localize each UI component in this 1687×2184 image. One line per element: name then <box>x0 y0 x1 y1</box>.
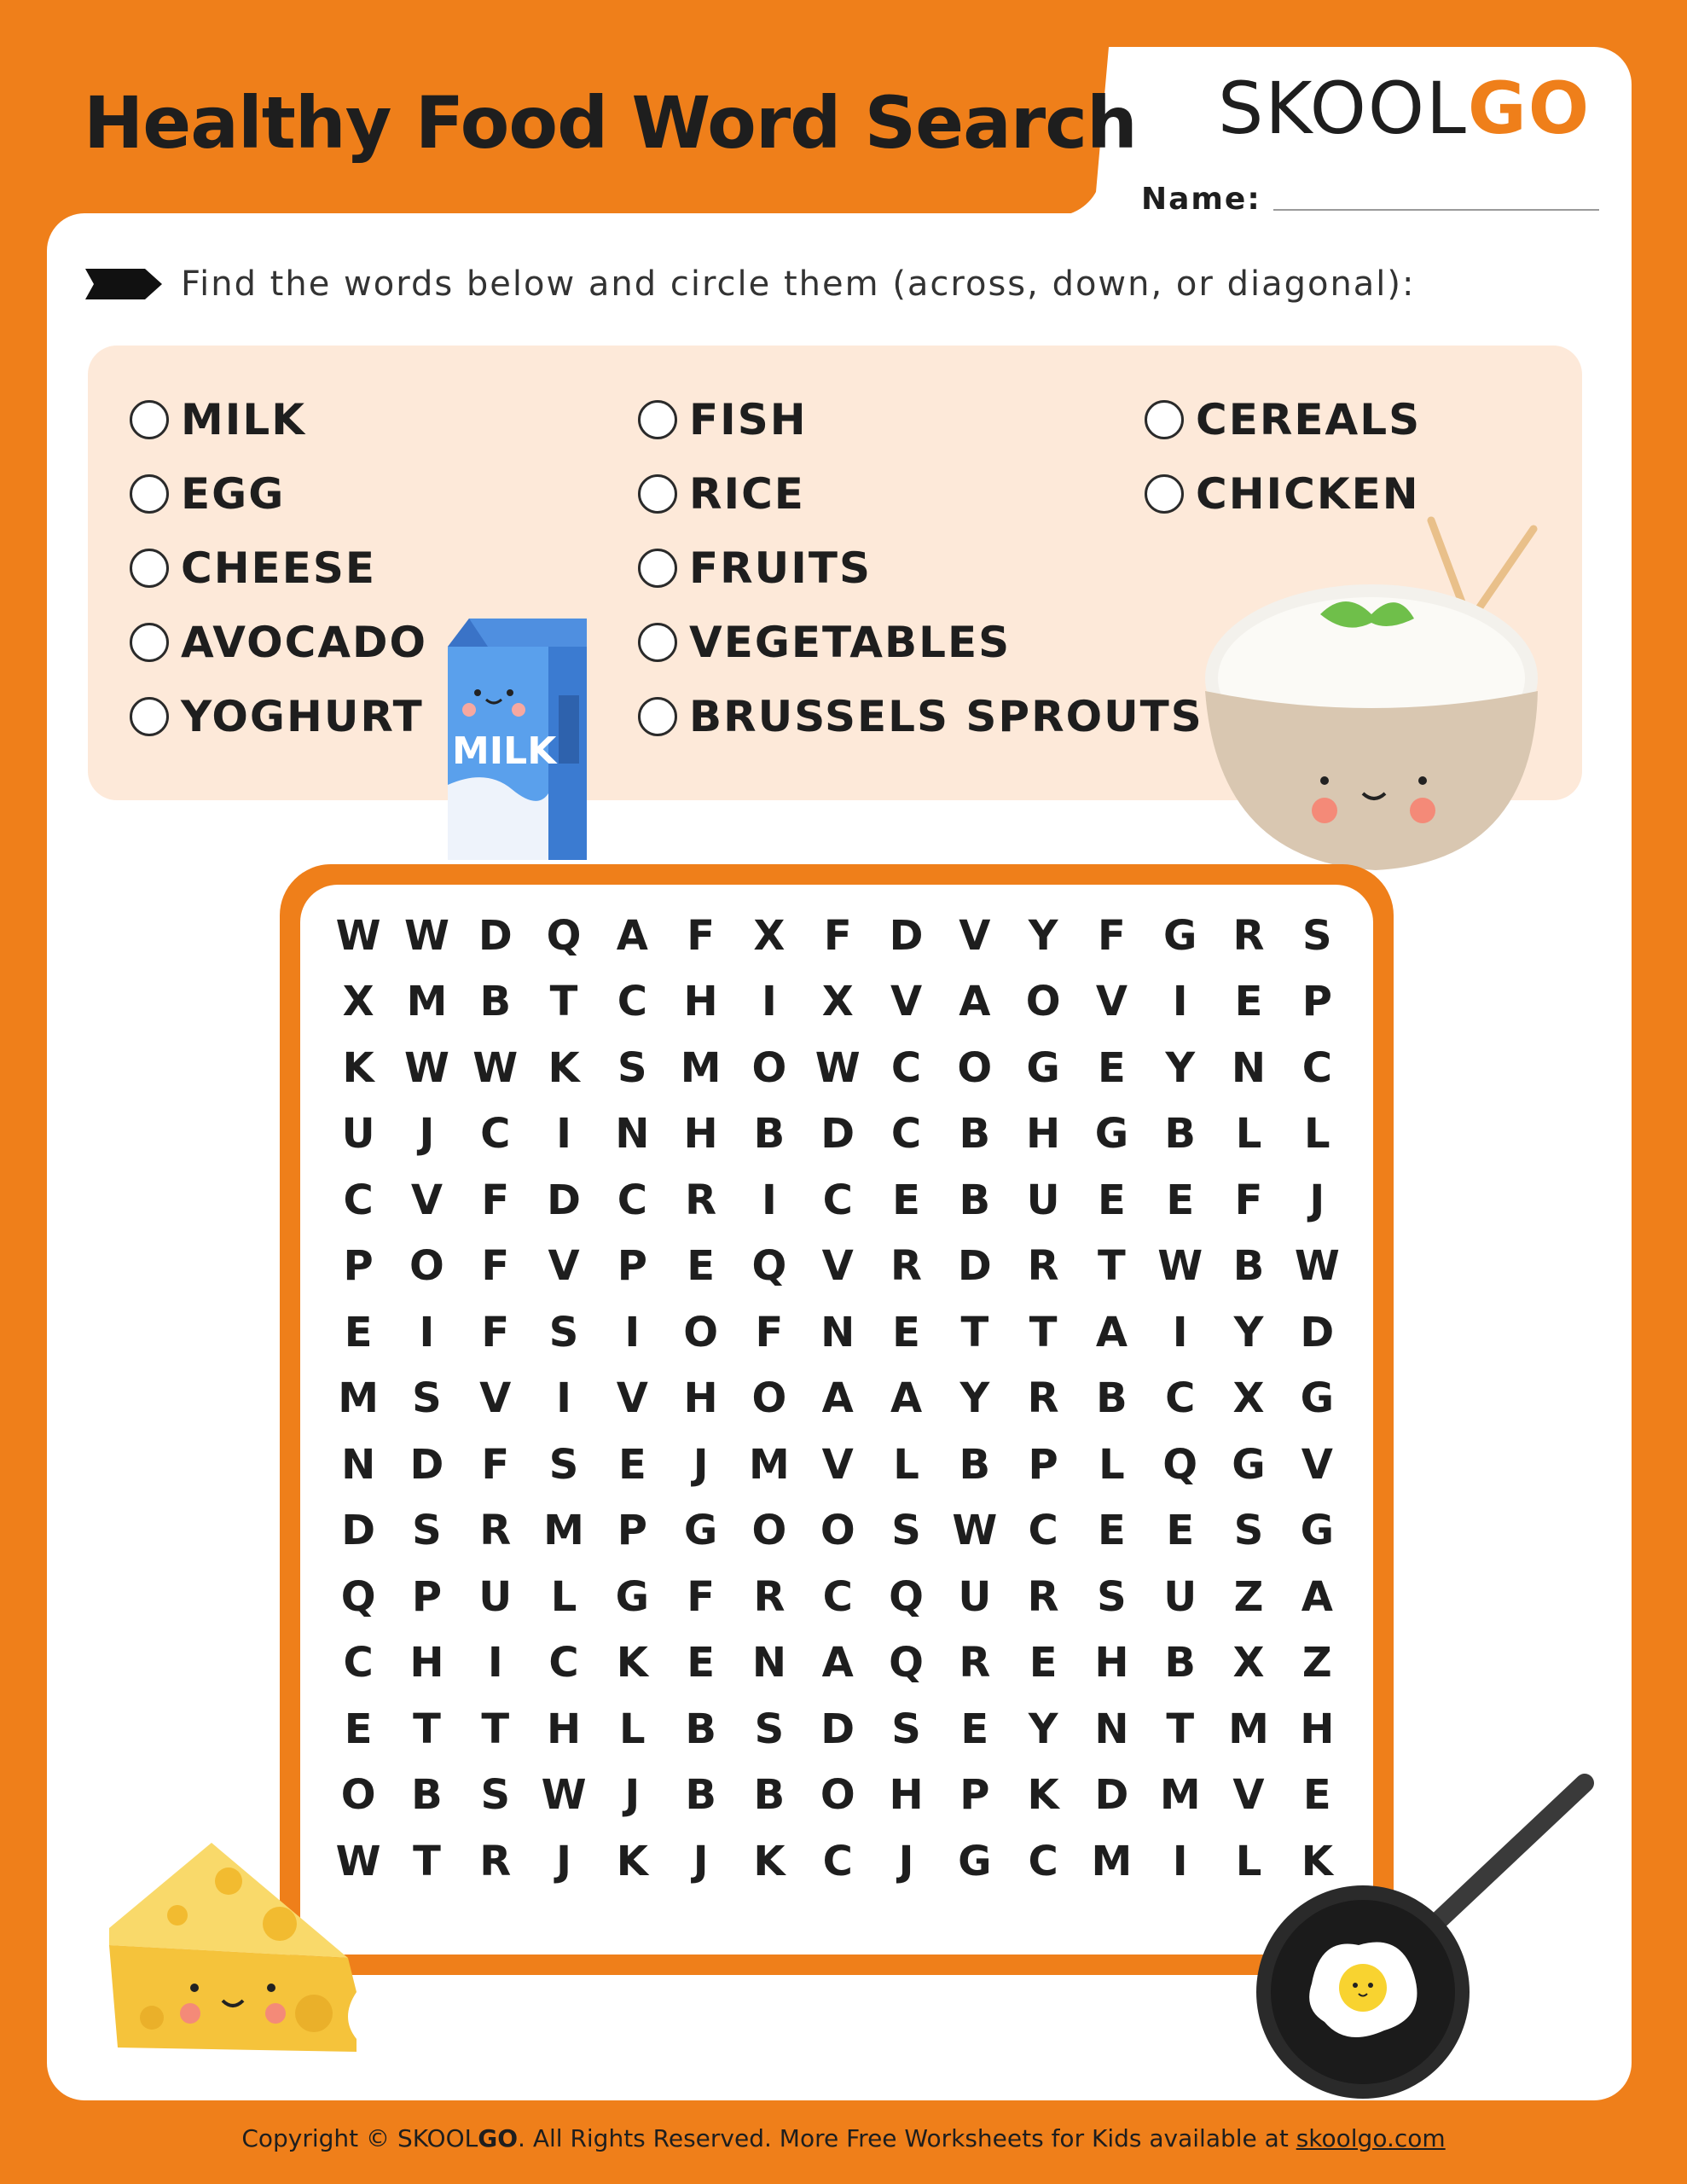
page-title: Healthy Food Word Search <box>84 81 1137 165</box>
checkbox-circle-icon[interactable] <box>638 623 677 662</box>
grid-letter[interactable]: O <box>409 1242 444 1291</box>
grid-letter[interactable]: U <box>958 1572 992 1621</box>
grid-letter[interactable]: P <box>617 1242 647 1291</box>
grid-letter[interactable]: H <box>683 1374 718 1423</box>
grid-letter[interactable]: V <box>890 978 923 1026</box>
grid-letter[interactable]: N <box>615 1110 650 1159</box>
grid-letter[interactable]: I <box>1172 1837 1188 1885</box>
grid-letter[interactable]: B <box>753 1771 786 1820</box>
word-list-label: RICE <box>689 469 805 519</box>
grid-letter[interactable]: T <box>1098 1242 1126 1291</box>
grid-letter[interactable]: S <box>412 1507 442 1555</box>
grid-letter[interactable]: L <box>1235 1837 1262 1885</box>
grid-letter[interactable]: R <box>479 1837 512 1885</box>
word-list-item[interactable] <box>638 394 808 445</box>
grid-letter[interactable]: H <box>683 1110 718 1159</box>
grid-letter[interactable]: B <box>1096 1374 1128 1423</box>
grid-letter[interactable]: G <box>1232 1440 1266 1489</box>
grid-letter[interactable]: G <box>1300 1507 1334 1555</box>
grid-letter[interactable]: S <box>412 1374 442 1423</box>
grid-letter[interactable]: J <box>556 1837 571 1885</box>
grid-letter[interactable]: J <box>693 1440 709 1489</box>
grid-letter[interactable]: R <box>1027 1572 1059 1621</box>
grid-letter[interactable]: C <box>1301 1043 1332 1092</box>
grid-letter[interactable]: W <box>1157 1242 1203 1291</box>
brand-logo <box>1218 67 1591 150</box>
grid-letter[interactable]: E <box>344 1308 373 1356</box>
grid-letter[interactable]: D <box>341 1507 376 1555</box>
grid-letter[interactable]: F <box>481 1242 510 1291</box>
grid-letter[interactable]: P <box>1301 978 1332 1026</box>
grid-letter[interactable]: M <box>680 1043 722 1092</box>
word-list-label: CHICKEN <box>1196 469 1420 519</box>
grid-letter[interactable]: V <box>548 1242 580 1291</box>
grid-letter[interactable]: C <box>343 1639 374 1687</box>
grid-letter[interactable]: H <box>546 1705 582 1753</box>
grid-row <box>324 1035 1351 1101</box>
word-list-item[interactable] <box>130 394 306 445</box>
grid-letter[interactable]: E <box>617 1440 646 1489</box>
grid-letter[interactable]: J <box>419 1110 435 1159</box>
grid-letter[interactable]: E <box>892 1176 920 1224</box>
grid-letter[interactable]: K <box>548 1043 580 1092</box>
grid-row <box>324 1763 1351 1829</box>
grid-letter[interactable]: K <box>342 1043 374 1092</box>
grid-letter[interactable]: V <box>479 1374 512 1423</box>
word-list-label: MILK <box>181 395 306 444</box>
grid-letter[interactable]: X <box>1232 1374 1265 1423</box>
grid-letter[interactable]: T <box>1029 1308 1058 1356</box>
grid-letter[interactable]: B <box>1164 1639 1196 1687</box>
word-list-label: EGG <box>181 469 286 519</box>
grid-letter[interactable]: H <box>889 1771 924 1820</box>
grid-letter[interactable]: M <box>543 1507 584 1555</box>
grid-letter[interactable]: U <box>1026 1176 1060 1224</box>
grid-letter[interactable]: F <box>1098 911 1126 960</box>
grid-row <box>324 903 1351 969</box>
grid-letter[interactable]: D <box>820 1705 855 1753</box>
grid-letter[interactable]: E <box>344 1705 373 1753</box>
grid-letter[interactable]: W <box>335 1837 381 1885</box>
grid-letter[interactable]: B <box>1232 1242 1265 1291</box>
word-list-label: CEREALS <box>1196 395 1422 444</box>
grid-letter[interactable]: C <box>1028 1837 1058 1885</box>
grid-row <box>324 1299 1351 1366</box>
grid-letter[interactable]: E <box>1098 1176 1126 1224</box>
grid-letter[interactable]: S <box>891 1507 921 1555</box>
checkbox-circle-icon[interactable] <box>130 400 169 439</box>
grid-letter[interactable]: A <box>1301 1572 1333 1621</box>
grid-letter[interactable]: J <box>693 1837 709 1885</box>
grid-letter[interactable]: X <box>753 911 786 960</box>
grid-letter[interactable]: T <box>413 1837 441 1885</box>
grid-letter[interactable]: G <box>1094 1110 1129 1159</box>
grid-row <box>324 1366 1351 1432</box>
grid-letter[interactable]: K <box>616 1837 648 1885</box>
grid-letter[interactable]: Y <box>959 1374 990 1423</box>
grid-letter[interactable]: B <box>411 1771 443 1820</box>
grid-letter[interactable]: S <box>480 1771 511 1820</box>
brand-logo-accent: GO <box>1467 67 1591 150</box>
grid-letter[interactable]: N <box>820 1308 855 1356</box>
grid-letter[interactable]: V <box>959 911 991 960</box>
grid-letter[interactable]: L <box>550 1572 577 1621</box>
grid-letter[interactable]: I <box>624 1308 641 1356</box>
grid-letter[interactable]: Q <box>889 1572 924 1621</box>
grid-letter[interactable]: X <box>821 978 854 1026</box>
grid-letter[interactable]: Q <box>889 1639 924 1687</box>
grid-row <box>324 1828 1351 1895</box>
grid-letter[interactable]: J <box>1309 1176 1325 1224</box>
grid-letter[interactable]: M <box>749 1440 790 1489</box>
frying-pan-illustration <box>1252 1770 1602 2099</box>
footer-brand-accent: GO <box>478 2124 519 2152</box>
grid-letter[interactable]: T <box>413 1705 441 1753</box>
grid-letter[interactable]: Y <box>1165 1043 1196 1092</box>
grid-letter[interactable]: B <box>959 1110 991 1159</box>
grid-letter[interactable]: O <box>820 1507 855 1555</box>
grid-letter[interactable]: E <box>1302 1771 1331 1820</box>
grid-letter[interactable]: F <box>823 911 852 960</box>
grid-letter[interactable]: B <box>959 1440 991 1489</box>
grid-letter[interactable]: M <box>1228 1705 1269 1753</box>
word-list-label: AVOCADO <box>181 618 428 667</box>
grid-letter[interactable]: H <box>1094 1639 1129 1687</box>
grid-letter[interactable]: N <box>751 1639 787 1687</box>
arrow-bullet-icon <box>85 269 162 299</box>
grid-letter[interactable]: G <box>1026 1043 1060 1092</box>
grid-letter[interactable]: E <box>1098 1507 1126 1555</box>
grid-letter[interactable]: A <box>959 978 991 1026</box>
grid-letter[interactable]: N <box>1094 1705 1129 1753</box>
grid-letter[interactable]: M <box>406 978 448 1026</box>
grid-letter[interactable]: W <box>1294 1242 1340 1291</box>
grid-letter[interactable]: I <box>1172 1308 1188 1356</box>
checkbox-circle-icon[interactable] <box>638 400 677 439</box>
word-list-item[interactable] <box>638 468 805 520</box>
grid-letter[interactable]: F <box>481 1176 510 1224</box>
grid-letter[interactable]: O <box>751 1507 787 1555</box>
grid-letter[interactable]: E <box>1029 1639 1058 1687</box>
word-list-item[interactable] <box>130 617 427 668</box>
word-list-label: VEGETABLES <box>689 618 1012 667</box>
grid-letter[interactable]: D <box>1300 1308 1335 1356</box>
grid-letter[interactable]: F <box>687 911 716 960</box>
grid-letter[interactable]: S <box>548 1308 579 1356</box>
footer-website-link[interactable]: skoolgo.com <box>1296 2124 1446 2152</box>
footer-brand-main: SKOOL <box>397 2124 478 2152</box>
word-search-grid[interactable] <box>324 903 1351 1895</box>
grid-row <box>324 1432 1351 1498</box>
grid-letter[interactable]: Q <box>751 1242 787 1291</box>
grid-letter[interactable]: Q <box>546 911 582 960</box>
grid-letter[interactable]: B <box>685 1705 716 1753</box>
checkbox-circle-icon[interactable] <box>130 474 169 514</box>
grid-letter[interactable]: J <box>624 1771 641 1820</box>
grid-letter[interactable]: L <box>893 1440 919 1489</box>
brand-logo-main: SKOOL <box>1218 67 1468 150</box>
grid-letter[interactable]: W <box>335 911 381 960</box>
grid-letter[interactable]: L <box>1099 1440 1125 1489</box>
grid-letter[interactable]: F <box>755 1308 784 1356</box>
grid-row <box>324 1101 1351 1168</box>
grid-letter[interactable]: S <box>891 1705 921 1753</box>
name-label: Name: <box>1141 182 1261 217</box>
grid-letter[interactable]: S <box>1302 911 1332 960</box>
grid-letter[interactable]: K <box>753 1837 786 1885</box>
grid-letter[interactable]: C <box>890 1043 922 1092</box>
word-list-item[interactable] <box>130 543 376 594</box>
grid-letter[interactable]: C <box>343 1176 374 1224</box>
word-list-item[interactable] <box>130 691 424 742</box>
grid-letter[interactable]: B <box>479 978 512 1026</box>
grid-letter[interactable]: R <box>959 1639 991 1687</box>
grid-letter[interactable]: B <box>1164 1110 1196 1159</box>
grid-letter[interactable]: D <box>957 1242 992 1291</box>
grid-letter[interactable]: B <box>753 1110 786 1159</box>
grid-row <box>324 1630 1351 1697</box>
grid-letter[interactable]: O <box>957 1043 993 1092</box>
grid-letter[interactable]: Z <box>1301 1639 1332 1687</box>
grid-letter[interactable]: I <box>762 1176 777 1224</box>
grid-letter[interactable]: K <box>616 1639 648 1687</box>
copyright-footer <box>0 2124 1687 2152</box>
grid-letter[interactable]: S <box>617 1043 647 1092</box>
grid-letter[interactable]: I <box>556 1374 571 1423</box>
grid-letter[interactable]: U <box>341 1110 375 1159</box>
instruction-text: Find the words below and circle them (across, down, or diagonal): <box>181 264 1416 304</box>
grid-letter[interactable]: A <box>1095 1308 1128 1356</box>
grid-letter[interactable]: W <box>403 1043 449 1092</box>
grid-letter[interactable]: S <box>754 1705 785 1753</box>
word-list-item[interactable] <box>638 617 1011 668</box>
grid-letter[interactable]: G <box>615 1572 650 1621</box>
grid-letter[interactable]: H <box>683 978 718 1026</box>
grid-letter[interactable]: A <box>890 1374 923 1423</box>
grid-letter[interactable]: O <box>751 1374 787 1423</box>
grid-letter[interactable]: S <box>1233 1507 1264 1555</box>
grid-letter[interactable]: A <box>821 1374 854 1423</box>
grid-letter[interactable]: R <box>685 1176 717 1224</box>
grid-letter[interactable]: D <box>409 1440 444 1489</box>
word-list-item[interactable] <box>130 468 285 520</box>
grid-letter[interactable]: R <box>1232 911 1265 960</box>
grid-letter[interactable]: C <box>480 1110 511 1159</box>
grid-letter[interactable]: G <box>958 1837 992 1885</box>
grid-letter[interactable]: R <box>1027 1374 1059 1423</box>
grid-letter[interactable]: M <box>1159 1771 1201 1820</box>
grid-letter[interactable]: V <box>821 1440 854 1489</box>
grid-letter[interactable]: F <box>481 1440 510 1489</box>
grid-letter[interactable]: R <box>890 1242 922 1291</box>
grid-letter[interactable]: V <box>1301 1440 1333 1489</box>
grid-letter[interactable]: W <box>952 1507 998 1555</box>
grid-letter[interactable]: H <box>1026 1110 1061 1159</box>
grid-letter[interactable]: S <box>548 1440 579 1489</box>
grid-letter[interactable]: F <box>481 1308 510 1356</box>
grid-row <box>324 1234 1351 1300</box>
grid-letter[interactable]: C <box>1165 1374 1196 1423</box>
grid-letter[interactable]: E <box>1166 1507 1195 1555</box>
grid-letter[interactable]: V <box>410 1176 443 1224</box>
grid-letter[interactable]: V <box>821 1242 854 1291</box>
grid-letter[interactable]: C <box>617 978 647 1026</box>
grid-letter[interactable]: G <box>1163 911 1197 960</box>
word-list-item[interactable] <box>638 543 872 594</box>
checkbox-circle-icon[interactable] <box>130 623 169 662</box>
grid-letter[interactable]: R <box>753 1572 786 1621</box>
grid-letter[interactable]: D <box>547 1176 581 1224</box>
grid-letter[interactable]: R <box>479 1507 512 1555</box>
grid-letter[interactable]: E <box>687 1242 716 1291</box>
word-list-label: CHEESE <box>181 543 377 593</box>
grid-letter[interactable]: C <box>822 1837 853 1885</box>
grid-letter[interactable]: Q <box>340 1572 376 1621</box>
grid-letter[interactable]: K <box>1027 1771 1059 1820</box>
grid-letter[interactable]: G <box>1300 1374 1334 1423</box>
grid-letter[interactable]: I <box>419 1308 435 1356</box>
grid-letter[interactable]: E <box>1098 1043 1126 1092</box>
footer-middle: . All Rights Reserved. More Free Worksheets for Kids available at <box>518 2124 1296 2152</box>
grid-letter[interactable]: Q <box>1162 1440 1198 1489</box>
grid-letter[interactable]: V <box>1232 1771 1265 1820</box>
grid-letter[interactable]: T <box>481 1705 510 1753</box>
grid-letter[interactable]: P <box>411 1572 443 1621</box>
grid-letter[interactable]: D <box>478 911 513 960</box>
cheese-illustration <box>101 1834 399 2065</box>
grid-letter[interactable]: I <box>556 1110 571 1159</box>
checkbox-circle-icon[interactable] <box>1145 474 1184 514</box>
grid-letter[interactable]: P <box>959 1771 990 1820</box>
grid-letter[interactable]: M <box>338 1374 380 1423</box>
grid-letter[interactable]: U <box>478 1572 513 1621</box>
grid-letter[interactable]: D <box>820 1110 855 1159</box>
grid-letter[interactable]: O <box>683 1308 719 1356</box>
grid-row <box>324 1498 1351 1565</box>
grid-row <box>324 1564 1351 1630</box>
grid-letter[interactable]: X <box>342 978 374 1026</box>
grid-letter[interactable]: C <box>822 1176 853 1224</box>
grid-letter[interactable]: A <box>616 911 648 960</box>
grid-letter[interactable]: C <box>822 1572 853 1621</box>
grid-letter[interactable]: P <box>343 1242 374 1291</box>
grid-letter[interactable]: H <box>409 1639 444 1687</box>
grid-letter[interactable]: S <box>1097 1572 1127 1621</box>
grid-letter[interactable]: X <box>1232 1639 1265 1687</box>
name-input-line[interactable] <box>1273 209 1599 211</box>
grid-letter[interactable]: O <box>820 1771 855 1820</box>
grid-letter[interactable]: E <box>1234 978 1263 1026</box>
grid-letter[interactable]: L <box>619 1705 646 1753</box>
grid-letter[interactable]: E <box>960 1705 989 1753</box>
word-list-item[interactable] <box>638 691 1203 742</box>
grid-letter[interactable]: T <box>960 1308 989 1356</box>
grid-letter[interactable]: T <box>549 978 578 1026</box>
grid-letter[interactable]: K <box>1301 1837 1333 1885</box>
grid-letter[interactable]: P <box>617 1507 647 1555</box>
word-list-label: FISH <box>689 395 808 444</box>
grid-letter[interactable]: Y <box>1233 1308 1264 1356</box>
grid-letter[interactable]: N <box>1231 1043 1267 1092</box>
grid-letter[interactable]: Y <box>1028 1705 1058 1753</box>
footer-prefix: Copyright © <box>241 2124 397 2152</box>
grid-letter[interactable]: T <box>1166 1705 1195 1753</box>
grid-letter[interactable]: F <box>1234 1176 1263 1224</box>
grid-letter[interactable]: W <box>472 1043 519 1092</box>
grid-letter[interactable]: O <box>1025 978 1061 1026</box>
grid-letter[interactable]: V <box>1095 978 1128 1026</box>
grid-row <box>324 1167 1351 1234</box>
grid-letter[interactable]: I <box>487 1639 503 1687</box>
checkbox-circle-icon[interactable] <box>130 549 169 588</box>
grid-letter[interactable]: C <box>1028 1507 1058 1555</box>
checkbox-circle-icon[interactable] <box>130 697 169 736</box>
grid-letter[interactable]: N <box>341 1440 376 1489</box>
grid-row <box>324 1696 1351 1763</box>
rice-bowl-illustration <box>1201 512 1559 879</box>
checkbox-circle-icon[interactable] <box>638 697 677 736</box>
grid-letter[interactable]: I <box>762 978 777 1026</box>
word-list-item[interactable] <box>1145 394 1421 445</box>
grid-letter[interactable]: Y <box>1028 911 1058 960</box>
grid-letter[interactable]: B <box>959 1176 991 1224</box>
grid-letter[interactable]: D <box>889 911 924 960</box>
grid-letter[interactable]: I <box>1172 978 1188 1026</box>
grid-letter[interactable]: C <box>617 1176 647 1224</box>
grid-letter[interactable]: J <box>898 1837 914 1885</box>
grid-letter[interactable]: F <box>687 1572 716 1621</box>
grid-letter[interactable]: Z <box>1233 1572 1264 1621</box>
word-list-label: FRUITS <box>689 543 872 593</box>
milk-carton-label: MILK <box>452 729 557 773</box>
grid-letter[interactable]: C <box>890 1110 922 1159</box>
checkbox-circle-icon[interactable] <box>638 549 677 588</box>
grid-letter[interactable]: E <box>1166 1176 1195 1224</box>
grid-letter[interactable]: G <box>683 1507 718 1555</box>
milk-carton-illustration <box>435 614 597 866</box>
grid-letter[interactable]: C <box>548 1639 579 1687</box>
checkbox-circle-icon[interactable] <box>638 474 677 514</box>
grid-letter[interactable]: O <box>340 1771 376 1820</box>
grid-letter[interactable]: L <box>1304 1110 1330 1159</box>
grid-letter[interactable]: H <box>1300 1705 1335 1753</box>
grid-letter[interactable]: L <box>1235 1110 1262 1159</box>
grid-letter[interactable]: O <box>751 1043 787 1092</box>
grid-letter[interactable]: D <box>1094 1771 1129 1820</box>
checkbox-circle-icon[interactable] <box>1145 400 1184 439</box>
grid-letter[interactable]: E <box>892 1308 920 1356</box>
grid-letter[interactable]: M <box>1091 1837 1133 1885</box>
word-list-label: YOGHURT <box>181 692 424 741</box>
grid-letter[interactable]: U <box>1163 1572 1197 1621</box>
grid-letter[interactable]: W <box>541 1771 587 1820</box>
grid-letter[interactable]: P <box>1028 1440 1058 1489</box>
grid-letter[interactable]: R <box>1027 1242 1059 1291</box>
grid-row <box>324 969 1351 1036</box>
grid-letter[interactable]: E <box>687 1639 716 1687</box>
grid-letter[interactable]: V <box>616 1374 648 1423</box>
grid-letter[interactable]: B <box>685 1771 716 1820</box>
grid-letter[interactable]: W <box>403 911 449 960</box>
word-list-label: BRUSSELS SPROUTS <box>689 692 1203 741</box>
grid-letter[interactable]: W <box>815 1043 861 1092</box>
grid-letter[interactable]: A <box>821 1639 854 1687</box>
